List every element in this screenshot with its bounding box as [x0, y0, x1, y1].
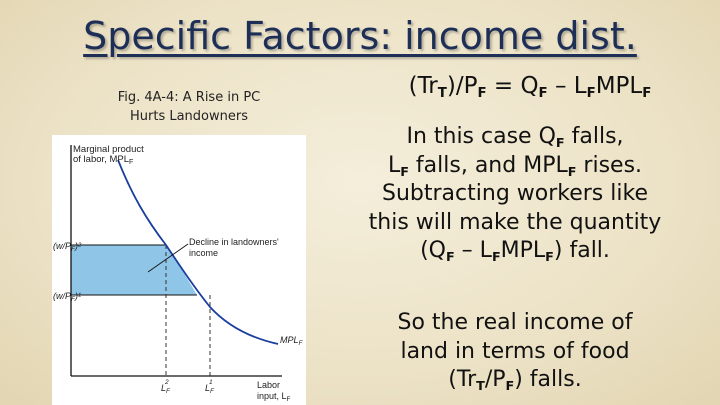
y-axis-label-line1: Marginal product [73, 144, 144, 155]
explanation-line3: Subtracting workers like [382, 181, 648, 206]
figure-caption-line1: Fig. 4A-4: A Rise in PC [117, 90, 261, 105]
conclusion-paragraph [348, 309, 682, 395]
figure-caption [84, 88, 294, 126]
explanation-line2: $L_F$ falls, and $MPL_F$ rises. [387, 152, 643, 180]
slide-title: Specific Factors: income dist. [83, 14, 637, 58]
x-axis-label-line1: Labor [257, 380, 281, 390]
wage-level-1-label: $(w/P_F)^1$ [53, 291, 81, 303]
annotation-line1: Decline in landowners' [189, 237, 279, 247]
explanation-line4: this will make the quantity [368, 209, 662, 235]
wage-level-2-label: $(w/P_F)^2$ [53, 241, 81, 253]
conclusion-line2: land in terms of food [400, 338, 630, 364]
figure-caption-line2: Hurts Landowners [129, 109, 248, 124]
annotation-line2: income [189, 248, 219, 258]
mpl-diagram [52, 135, 306, 405]
x-axis-label-line2: input, $L_F$ [257, 391, 291, 403]
x-tick-l2: $L_F2$ [161, 379, 170, 395]
y-axis-label-line2: of labor, $MPL_F$ [73, 154, 134, 166]
conclusion-line3: $(Tr_T/P_F)$ falls. [448, 367, 582, 394]
explanation-line1: In this case $Q_F$ falls, [406, 124, 624, 151]
explanation-line5: $(Q_F - L_FMPL_F)$ fall. [420, 238, 610, 265]
labor-market-figure [52, 135, 306, 405]
income-formula: $(Tr_T)/P_F = Q_F - L_FMPL_F$ [408, 73, 652, 101]
income-decline-area [71, 245, 197, 295]
x-tick-l1: $L_F1$ [205, 379, 214, 395]
explanation-paragraph [348, 123, 682, 266]
mpl-curve-label: $MPL_F$ [280, 335, 303, 347]
conclusion-line1: So the real income of [397, 310, 633, 335]
